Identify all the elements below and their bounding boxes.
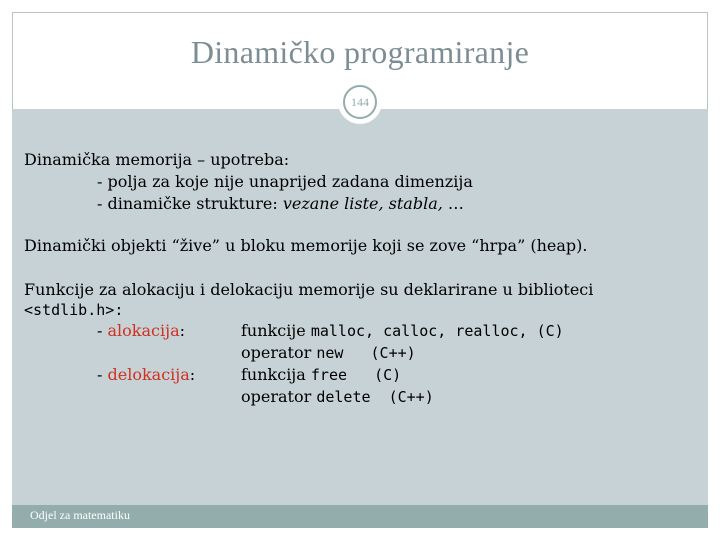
alloc-func-code: malloc, calloc, realloc, (C) (310, 322, 564, 340)
bullet-structures-prefix: - dinamičke strukture: (97, 194, 283, 213)
alloc-op-code: new (C++) (316, 344, 416, 362)
alloc-func-word: funkcije (241, 321, 311, 340)
dealloc-operator (241, 387, 434, 406)
alloc-op-word: operator (241, 343, 317, 362)
heading-dynamic-memory: Dinamička memorija – upotreba: (24, 150, 290, 169)
page-number: 144 (343, 85, 377, 119)
dealloc-label: delokacija (107, 365, 190, 384)
bullet-structures-italic: vezane liste, stabla, (282, 194, 443, 213)
dealloc-label-row (97, 365, 195, 384)
footer-label: Odjel za matematiku (30, 508, 130, 522)
bullet-arrays: - polja za koje nije unaprijed zadana dimenzija (97, 172, 473, 191)
dealloc-func-word: funkcija (241, 365, 311, 384)
dealloc-dash: - (97, 365, 108, 384)
dealloc-colon: : (189, 365, 196, 384)
bullet-structures-suffix: … (442, 194, 464, 213)
alloc-label: alokacija (107, 321, 180, 340)
dealloc-op-word: operator (241, 387, 317, 406)
library-header-code: <stdlib.h> (24, 301, 115, 319)
dealloc-func-code: free (C) (310, 366, 402, 384)
slide-title: Dinamičko programiranje (190, 34, 530, 70)
alloc-operator (241, 343, 416, 362)
heading-functions: Funkcije za alokaciju i delokaciju memorije su deklarirane u biblioteci (24, 280, 594, 299)
alloc-functions (241, 321, 564, 340)
dealloc-op-code: delete (C++) (316, 388, 434, 406)
heading-heap: Dinamički objekti “žive” u bloku memorije koji se zove “hrpa” (heap). (24, 236, 588, 255)
dealloc-functions (241, 365, 401, 384)
library-name (24, 300, 123, 319)
alloc-dash: - (97, 321, 108, 340)
alloc-label-row (97, 321, 185, 340)
alloc-colon: : (179, 321, 185, 340)
bullet-structures (97, 194, 464, 213)
library-header-colon: : (114, 301, 124, 319)
